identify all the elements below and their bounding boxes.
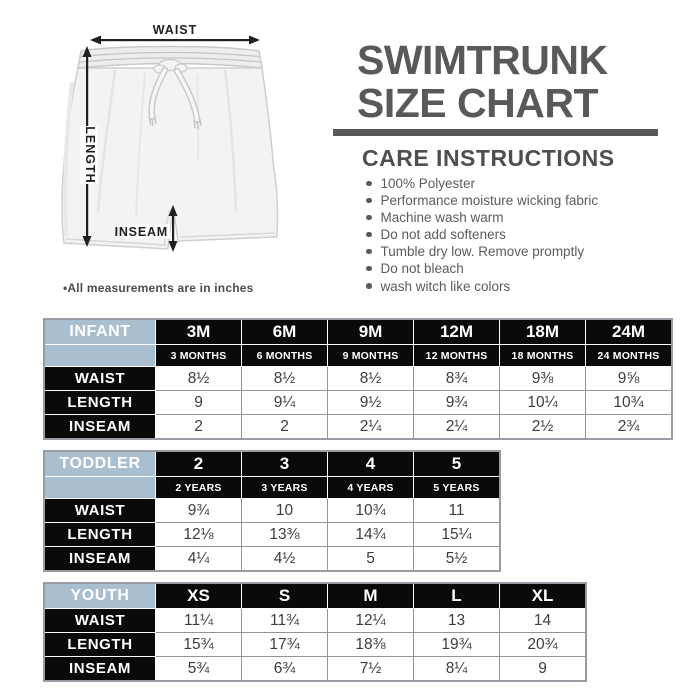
size-subheader-cell: 4 YEARS	[328, 477, 414, 499]
measure-label-cell: WAIST	[44, 609, 156, 633]
size-value-cell: 18⅜	[328, 633, 414, 657]
care-item	[366, 211, 598, 225]
group-empty-cell	[44, 345, 156, 367]
size-value-cell: 9⅜	[500, 367, 586, 391]
care-item-text: wash witch like colors	[380, 278, 511, 294]
size-value-cell: 20¾	[500, 633, 587, 657]
size-value-cell: 10	[242, 499, 328, 523]
size-header-cell: 6M	[242, 319, 328, 345]
care-item	[366, 228, 598, 242]
care-list	[366, 177, 598, 293]
size-header-cell: 3	[242, 451, 328, 477]
care-item-text: Do not bleach	[380, 261, 464, 277]
size-value-cell: 2¼	[414, 415, 500, 440]
size-value-cell: 10¼	[500, 391, 586, 415]
size-value-cell: 15¼	[414, 523, 501, 547]
size-header-cell: 4	[328, 451, 414, 477]
size-value-cell: 13	[414, 609, 500, 633]
size-value-cell: 11	[414, 499, 501, 523]
size-value-cell: 12⅛	[156, 523, 242, 547]
size-value-cell: 4¼	[156, 547, 242, 572]
size-value-cell: 8¾	[414, 367, 500, 391]
size-value-cell: 13⅜	[242, 523, 328, 547]
size-table-youth	[43, 582, 587, 682]
group-cell: TODDLER	[44, 451, 156, 477]
group-cell: YOUTH	[44, 583, 156, 609]
size-table-infant	[43, 318, 673, 440]
size-subheader-cell: 18 MONTHS	[500, 345, 586, 367]
size-header-cell: 2	[156, 451, 242, 477]
size-header-cell: M	[328, 583, 414, 609]
size-subheader-cell: 9 MONTHS	[328, 345, 414, 367]
size-tables	[43, 318, 673, 692]
size-subheader-cell: 24 MONTHS	[586, 345, 673, 367]
bullet-icon	[366, 283, 372, 289]
size-header-cell: 5	[414, 451, 501, 477]
size-value-cell: 6¾	[242, 657, 328, 682]
measure-label-cell: WAIST	[44, 367, 156, 391]
size-value-cell: 11¾	[242, 609, 328, 633]
size-subheader-cell: 3 YEARS	[242, 477, 328, 499]
size-value-cell: 9¼	[242, 391, 328, 415]
care-item	[366, 280, 598, 294]
size-value-cell: 14¾	[328, 523, 414, 547]
waist-measure-label: WAIST	[152, 23, 198, 37]
care-item-text: Machine wash warm	[380, 210, 504, 226]
size-header-cell: 9M	[328, 319, 414, 345]
size-value-cell: 5½	[414, 547, 501, 572]
size-subheader-cell: 3 MONTHS	[156, 345, 242, 367]
care-item-text: Tumble dry low. Remove promptly	[380, 244, 585, 260]
measure-label-cell: LENGTH	[44, 633, 156, 657]
measure-label-cell: LENGTH	[44, 391, 156, 415]
size-value-cell: 15¾	[156, 633, 242, 657]
measure-label-cell: INSEAM	[44, 657, 156, 682]
bullet-icon	[366, 215, 372, 221]
shorts-illustration	[20, 10, 330, 305]
size-value-cell: 14	[500, 609, 587, 633]
bullet-icon	[366, 181, 372, 187]
size-value-cell: 2½	[500, 415, 586, 440]
size-header-cell: S	[242, 583, 328, 609]
care-item	[366, 262, 598, 276]
size-value-cell: 5¾	[156, 657, 242, 682]
care-item	[366, 177, 598, 191]
size-value-cell: 8½	[156, 367, 242, 391]
title-underline	[333, 129, 658, 136]
size-value-cell: 9½	[328, 391, 414, 415]
care-item	[366, 245, 598, 259]
page-title-line2: SIZE CHART	[357, 80, 598, 126]
group-cell: INFANT	[44, 319, 156, 345]
size-subheader-cell: 6 MONTHS	[242, 345, 328, 367]
size-value-cell: 7½	[328, 657, 414, 682]
size-value-cell: 8½	[328, 367, 414, 391]
size-header-cell: L	[414, 583, 500, 609]
size-value-cell: 9	[156, 391, 242, 415]
size-value-cell: 5	[328, 547, 414, 572]
size-value-cell: 17¾	[242, 633, 328, 657]
size-value-cell: 2	[156, 415, 242, 440]
size-header-cell: XL	[500, 583, 587, 609]
group-empty-cell	[44, 477, 156, 499]
size-value-cell: 8½	[242, 367, 328, 391]
bullet-icon	[366, 198, 372, 204]
size-header-cell: 18M	[500, 319, 586, 345]
bullet-icon	[366, 232, 372, 238]
measure-label-cell: LENGTH	[44, 523, 156, 547]
size-value-cell: 19¾	[414, 633, 500, 657]
care-item-text: 100% Polyester	[380, 176, 476, 191]
size-value-cell: 4½	[242, 547, 328, 572]
size-value-cell: 8¼	[414, 657, 500, 682]
size-value-cell: 9	[500, 657, 587, 682]
care-heading: CARE INSTRUCTIONS	[362, 145, 615, 171]
size-header-cell: 12M	[414, 319, 500, 345]
size-value-cell: 11¼	[156, 609, 242, 633]
size-subheader-cell: 12 MONTHS	[414, 345, 500, 367]
care-item-text: Performance moisture wicking fabric	[380, 193, 599, 209]
bullet-icon	[366, 266, 372, 272]
care-item-text: Do not add softeners	[380, 227, 506, 243]
page-title-line1: SWIMTRUNK	[357, 37, 608, 83]
size-value-cell: 2¼	[328, 415, 414, 440]
care-item	[366, 194, 598, 208]
size-value-cell: 12¼	[328, 609, 414, 633]
size-subheader-cell: 2 YEARS	[156, 477, 242, 499]
measure-label-cell: INSEAM	[44, 415, 156, 440]
measure-label-cell: INSEAM	[44, 547, 156, 572]
size-header-cell: 24M	[586, 319, 673, 345]
size-header-cell: 3M	[156, 319, 242, 345]
size-value-cell: 9¾	[156, 499, 242, 523]
size-header-cell: XS	[156, 583, 242, 609]
measure-label-cell: WAIST	[44, 499, 156, 523]
measurements-note: •All measurements are in inches	[63, 281, 254, 295]
size-value-cell: 10¾	[328, 499, 414, 523]
bullet-icon	[366, 249, 372, 255]
size-value-cell: 10¾	[586, 391, 673, 415]
length-measure-label: LENGTH	[83, 126, 97, 184]
page-title	[357, 39, 608, 125]
size-table-toddler	[43, 450, 501, 572]
size-value-cell: 9¾	[414, 391, 500, 415]
size-subheader-cell: 5 YEARS	[414, 477, 501, 499]
size-value-cell: 2	[242, 415, 328, 440]
size-value-cell: 9⅝	[586, 367, 673, 391]
size-value-cell: 2¾	[586, 415, 673, 440]
inseam-measure-label: INSEAM	[114, 225, 168, 239]
